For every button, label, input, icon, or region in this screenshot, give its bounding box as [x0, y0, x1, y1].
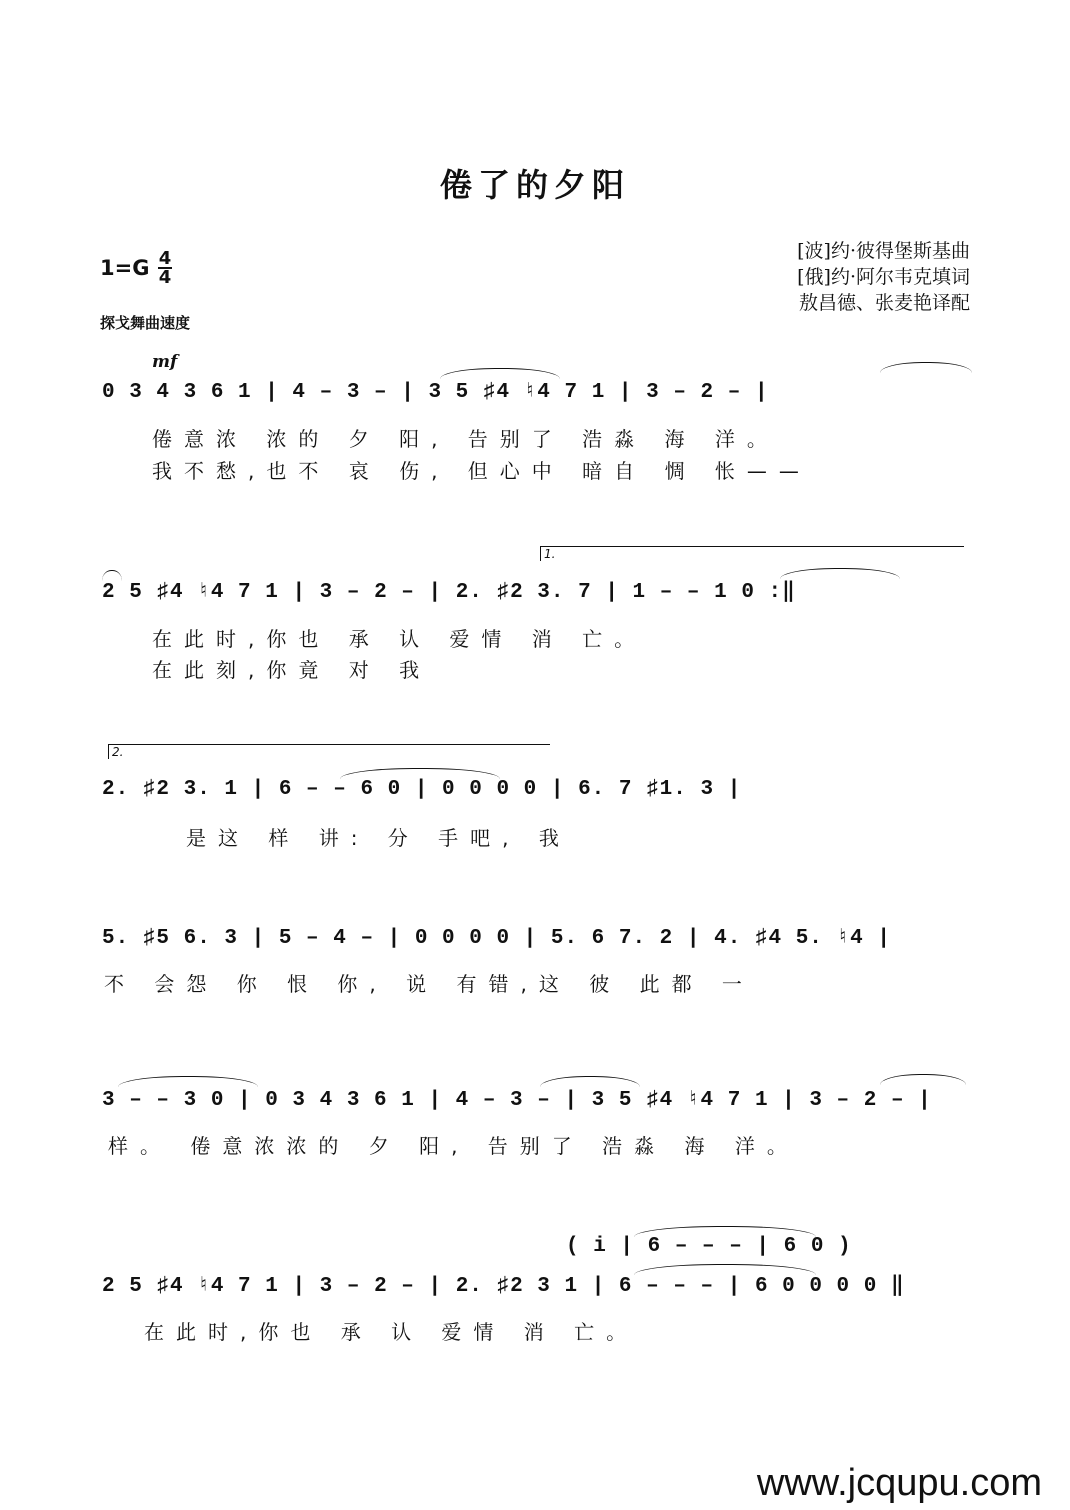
- system-6-notes: 2 5 ♯4 ♮4 7 1 | 3 – 2 – | 2. ♯2 3 1 | 6 – – – | 6 0 0 0 0 ‖: [102, 1275, 905, 1298]
- system-5-notes: 3 – – 3 0 | 0 3 4 3 6 1 | 4 – 3 – | 3 5 ♯4 ♮4 7 1 | 3 – 2 – |: [102, 1089, 932, 1112]
- system-5-lyric: 样。 倦意浓浓的 夕 阳, 告别了 浩淼 海 洋。: [108, 1134, 799, 1158]
- system-4-notes: 5. ♯5 6. 3 | 5 – 4 – | 0 0 0 0 | 5. 6 7. 2 | 4. ♯4 5. ♮4 |: [102, 927, 891, 950]
- system-6-lyric: 在此时,你也 承 认 爱情 消 亡。: [144, 1320, 639, 1344]
- time-signature-bottom: 4: [158, 267, 172, 288]
- site-watermark: www.jcqupu.com: [756, 1462, 1042, 1504]
- second-ending-label: 2.: [112, 745, 124, 759]
- composer-credit: [波]约·彼得堡斯基曲: [797, 240, 970, 262]
- system-4-lyric: 不 会怨 你 恨 你, 说 有错,这 彼 此都 一: [104, 972, 754, 996]
- first-ending-label: 1.: [544, 547, 556, 561]
- system-2-notes: 2 5 ♯4 ♮4 7 1 | 3 – 2 – | 2. ♯2 3. 7 | 1 – – 1 0 :‖: [102, 581, 796, 604]
- time-signature: [158, 250, 172, 286]
- song-title: 倦了的夕阳: [439, 166, 630, 204]
- system-3-lyric: 是这 样 讲: 分 手吧, 我: [186, 826, 571, 850]
- tempo-marking: 探戈舞曲速度: [100, 314, 191, 332]
- second-ending-bracket: [108, 744, 550, 759]
- translator-credit: 敖昌德、张麦艳译配: [798, 292, 970, 314]
- system-1-lyric-verse-1: 倦意浓 浓的 夕 阳, 告别了 浩淼 海 洋。: [152, 427, 779, 451]
- system-6-upper-notes: ( i | 6 – – – | 6 0 ): [566, 1235, 852, 1258]
- key-signature: 1=G: [100, 256, 150, 280]
- dynamic-marking: mf: [152, 352, 178, 372]
- first-ending-bracket: [540, 546, 964, 561]
- system-2-lyric-verse-2: 在此刻,你竟 对 我: [152, 658, 432, 682]
- system-1-notes: 0 3 4 3 6 1 | 4 – 3 – | 3 5 ♯4 ♮4 7 1 | 3 – 2 – |: [102, 381, 769, 404]
- system-3-notes: 2. ♯2 3. 1 | 6 – – 6 0 | 0 0 0 0 | 6. 7 ♯1. 3 |: [102, 778, 742, 801]
- system-1-lyric-verse-2: 我不愁,也不 哀 伤, 但心中 暗自 惆 怅——: [152, 459, 811, 483]
- lyricist-credit: [俄]约·阿尔韦克填词: [797, 266, 970, 288]
- time-signature-top: 4: [158, 248, 172, 269]
- system-2-lyric-verse-1: 在此时,你也 承 认 爱情 消 亡。: [152, 627, 647, 651]
